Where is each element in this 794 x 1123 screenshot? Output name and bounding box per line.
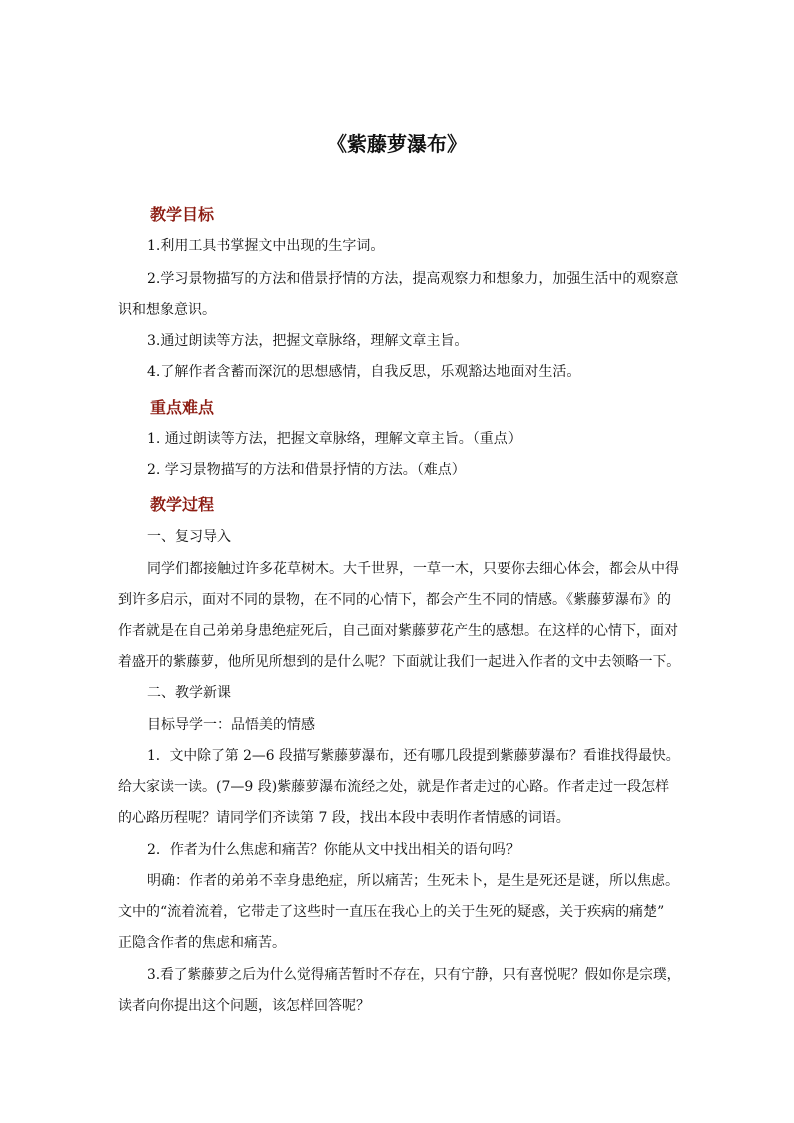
section-heading-goals: 教学目标 <box>150 205 215 224</box>
subheading-new-lesson: 二、教学新课 <box>147 685 231 701</box>
section-heading-keypoints: 重点难点 <box>150 398 215 417</box>
keypoint-line: 2. 学习景物描写的方法和借景抒情的方法。（难点） <box>147 462 466 478</box>
paragraph-line: 文中的“流着流着，它带走了这些时一直压在我心上的关于生死的疑惑，关于疾病的痛楚” <box>118 904 665 920</box>
section-heading-process: 教学过程 <box>150 495 215 514</box>
paragraph-line: 正隐含作者的焦虑和痛苦。 <box>118 935 286 951</box>
goal-line: 识和想象意识。 <box>118 302 216 318</box>
paragraph-line: 给大家读一读。(7—9 段)紫藤萝瀑布流经之处，就是作者走过的心路。作者走过一段怎样 <box>118 779 670 795</box>
paragraph-line: 的心路历程呢？请同学们齐读第 7 段，找出本段中表明作者情感的词语。 <box>118 810 570 826</box>
paragraph-line: 着盛开的紫藤萝，他所见所想到的是什么呢？下面就让我们一起进入作者的文中去领略一下。 <box>118 654 681 670</box>
paragraph-line: 同学们都接触过许多花草树木。大千世界，一草一木，只要你去细心体会，都会从中得 <box>147 561 679 577</box>
paragraph-line: 1．文中除了第 2—6 段描写紫藤萝瀑布，还有哪几段提到紫藤萝瀑布？看谁找得最快。 <box>147 748 680 764</box>
paragraph-line: 3.看了紫藤萝之后为什么觉得痛苦暂时不存在，只有宁静，只有喜悦呢？假如你是宗璞， <box>147 967 681 983</box>
paragraph-line: 作者就是在自己弟弟身患绝症死后，自己面对紫藤萝花产生的感想。在这样的心情下，面对 <box>118 623 678 639</box>
goal-line: 3.通过朗读等方法，把握文章脉络，理解文章主旨。 <box>147 333 469 349</box>
paragraph-line: 读者向你提出这个问题，该怎样回答呢？ <box>118 998 370 1014</box>
paragraph-line: 到许多启示，面对不同的景物，在不同的心情下，都会产生不同的情感。《紫藤萝瀑布》的 <box>118 592 671 608</box>
paragraph-line: 明确：作者的弟弟不幸身患绝症，所以痛苦；生死未卜，是生是死还是谜，所以焦虑。 <box>147 873 679 889</box>
paragraph-line: 2．作者为什么焦虑和痛苦？你能从文中找出相关的语句吗？ <box>147 842 520 858</box>
page-title: 《紫藤萝瀑布》 <box>327 132 467 156</box>
goal-line: 2.学习景物描写的方法和借景抒情的方法，提高观察力和想象力，加强生活中的观察意 <box>147 271 679 287</box>
subheading-review: 一、复习导入 <box>147 529 231 545</box>
goal-line: 1.利用工具书掌握文中出现的生字词。 <box>147 238 385 254</box>
goal-line: 4.了解作者含蓄而深沉的思想感情，自我反思，乐观豁达地面对生活。 <box>147 364 581 380</box>
subheading-goal-1: 目标导学一：品悟美的情感 <box>147 717 315 733</box>
keypoint-line: 1. 通过朗读等方法，把握文章脉络，理解文章主旨。（重点） <box>147 431 522 447</box>
